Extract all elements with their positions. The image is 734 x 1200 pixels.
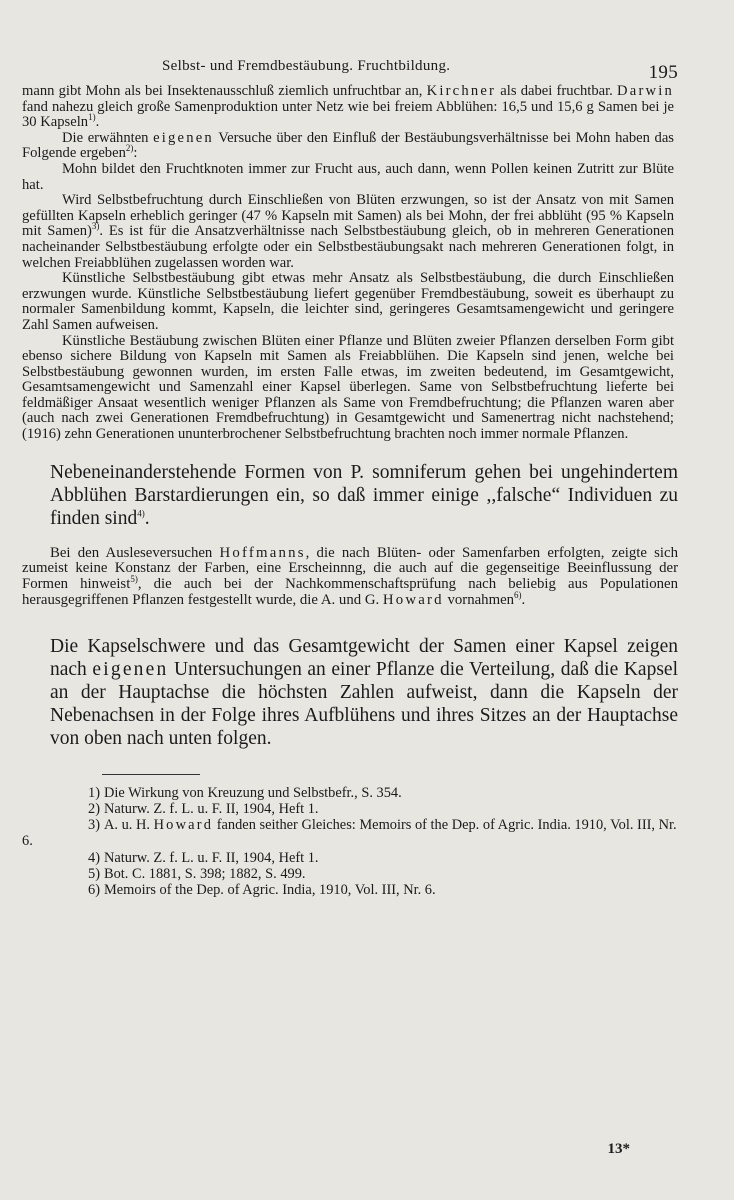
page-header [22,48,678,84]
signature-mark: 13* [607,1141,630,1157]
footnote-ref: 5) [130,574,138,585]
paragraph-5: Künstliche Selbstbestäubung gibt etwas mehr Ansatz als Selbstbestäubung, die durch Einschließen erzwungen wurde. Künstliche Selbstbestäubung liefert gegenüber Fremdbestäubung, soweit es überhaupt zu normaler Samenbildung kommt, Kapseln, die leichter sind, geringeres Gesamtsamengewicht und geringere Zahl Samen aufweisen. [22,270,674,333]
text-run: Die Kapselschwere und das Gesamtgewicht der Samen einer Kapsel zeigen nach [50,635,678,680]
footnote-text: Bot. C. 1881, S. 398; 1882, S. 499. [104,865,306,882]
footnote-ref: 6) [514,590,522,601]
body-text-medium [22,546,678,609]
footnote-text: Naturw. Z. f. L. u. F. II, 1904, Heft 1. [104,849,319,866]
footnote-ref: 3) [91,221,100,232]
text-run: . [144,507,150,529]
footnote-3 [22,817,678,849]
footnote-2 [22,801,678,817]
author-name: Kirchner [426,83,497,99]
text-run: . Es ist für die Ansatzverhältnisse nach Selbstbestäubung gleich, ob in mehreren Generationen nacheinander Selbstbestäubung erfolgte oder ein Selbstbestäubungsakt nach mehreren Generationen folgt, in welchen Freiabblühen zugelassen worden war. [22,223,674,271]
footnote-number: 6) [88,882,100,899]
statement-text [50,461,678,530]
paragraph-1 [22,84,674,131]
author-name: Hoffmanns [219,544,306,561]
author-name: Howard [153,817,214,834]
text-run: , die nach Blüten- oder Samenfarben erfolgten, zeigte sich zumeist keine Konstanz der Farben, eine Erscheinnng, die auch auf die gegenseitige Beeinflussung der Formen hinweist [22,544,678,593]
author-name: Howard [382,592,444,609]
footnote-number: 3) [88,817,100,834]
footnote-4 [22,850,678,866]
footnote-text: Naturw. Z. f. L. u. F. II, 1904, Heft 1. [104,801,319,818]
footnote-ref: 2) [125,143,134,154]
text-run: : [133,145,138,162]
text-run: . [95,114,100,131]
footnote-divider [102,774,200,775]
footnote-ref: 4) [137,508,145,519]
footnote-text: fanden seither Gleiches: Memoirs of the Dep. of Agric. India. 1910, Vol. III, Nr. 6. [22,817,677,850]
text-run: fand nahezu gleich große Samenproduktion unter Netz wie bei freiem Abblühen: 16,5 und 15,6 g Samen bei je 30 Kapseln [22,98,674,131]
paragraph-3: Mohn bildet den Fruchtknoten immer zur Frucht aus, auch dann, wenn Pollen keinen Zutritt zur Blüte hat. [22,160,674,193]
footnote-number: 5) [88,865,100,882]
running-title: Selbst- und Fremdbestäubung. Fruchtbildung. [162,58,451,74]
paragraph-2 [22,131,674,162]
text-run: Versuche über den Einfluß der Bestäubungsverhältnisse bei Mohn haben das Folgende ergeben [22,129,674,162]
emphasis: eigenen [92,658,169,680]
footnote-number: 2) [88,801,100,818]
text-run: Nebeneinanderstehende Formen von P. somniferum gehen bei ungehindertem Abblühen Barstardierungen ein, so daß immer einige ,,falsche“ Individuen zu finden sind [50,461,678,529]
footnote-text: Memoirs of the Dep. of Agric. India, 1910, Vol. III, Nr. 6. [104,882,436,899]
body-text-small [22,84,678,443]
text-run: , die auch bei der Nachkommenschaftsprüfung nach beliebig aus Populationen herausgegriffenen Pflanzen festgestellt wurde, die A. und G. [22,576,678,609]
text-run: Untersuchungen an einer Pflanze die Verteilung, daß die Kapsel an der Hauptachse die höchsten Zahlen aufweist, dann die Kapseln der Nebenachsen in der Folge ihres Aufblühens und ihres Sitzes an der Hauptachse von oben nach unten folgen. [50,658,678,749]
author-name: Darwin [617,83,674,99]
page-number: 195 [648,62,678,83]
footnote-number: 1) [88,784,100,801]
footnote-5 [22,866,678,882]
paragraph-7 [22,546,678,609]
text-run: Die erwähnten [62,129,154,146]
text-run: . [521,592,526,609]
highlight-statement-1 [22,461,678,530]
text-run: als dabei fruchtbar. [496,83,618,99]
text-run: vornahmen [443,592,515,609]
footnote-text: A. u. H. [104,817,154,834]
footnote-ref: 1) [88,112,96,123]
statement-text [50,635,678,750]
footnote-6 [22,882,678,898]
footnote-text: Die Wirkung von Kreuzung und Selbstbefr., S. 354. [104,784,402,801]
highlight-statement-2 [22,635,678,750]
text-run: mann gibt Mohn als bei Insektenausschluß ziemlich unfruchtbar an, [22,83,427,99]
emphasis: eigenen [153,129,214,146]
text-run: Wird Selbstbefruchtung durch Einschließen von Blüten erzwungen, so ist der Ansatz von mit Samen gefüllten Kapseln erheblich geringer (47 % Kapseln mit Samen) als bei Mohn, der frei abblüht (95 % Kapseln mit Samen) [22,192,674,240]
footnote-1 [22,785,678,801]
text-run: Bei den Ausleseversuchen [50,544,220,561]
footnotes [22,785,678,898]
paragraph-6: Künstliche Bestäubung zwischen Blüten einer Pflanze und Blüten zweier Pflanzen derselben Form gibt ebenso sichere Bildung von Kapseln mit Samen als Freiabblühen. Die Kapseln sind jenen, welche bei Selbstbestäubung gewonnen wurden, im ersten Falle etwas, im zweiten bedeutend, im Gesamtgewicht, Gesamtsamengewicht und Samenzahl einer Kapsel überlegen. Same von Selbstbefruchtung lieferte bei feldmäßiger Ansaat wesentlich weniger Pflanzen als Same von Fremdbefruchtung; die Pflanzen waren aber (auch nach zwei Generationen Fremdbefruchtung) in Gesamtgewicht und Samenertrag nicht nachstehend; (1916) zehn Generationen ununterbrochener Selbstbefruchtung brachten noch immer normale Pflanzen. [22,332,674,443]
footnote-number: 4) [88,849,100,866]
paragraph-4 [22,193,674,271]
